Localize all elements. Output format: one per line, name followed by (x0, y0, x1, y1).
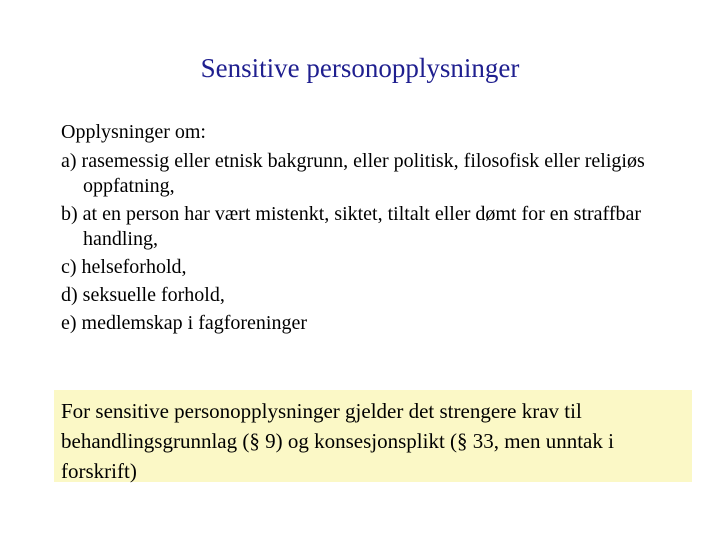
list-item (61, 311, 661, 336)
list-item (61, 202, 661, 252)
list-item-text: seksuelle forhold, (82, 284, 225, 306)
list-item-marker: d) (61, 284, 78, 306)
list-item-text: rasemessig eller etnisk bakgrunn, eller politisk, filosofisk eller religiøs oppfatning, (81, 150, 645, 197)
list-item (61, 255, 661, 280)
list-item (61, 283, 661, 308)
slide-title: Sensitive personopplysninger (200, 53, 520, 83)
highlight-note: For sensitive personopplysninger gjelder det strengere krav til behandlingsgrunnlag (§ 9) og konsesjonsplikt (§ 33, men unntak i forskrift) (54, 390, 692, 482)
list-intro: Opplysninger om: (61, 121, 206, 143)
list-item (61, 149, 661, 199)
list-item-text: helseforhold, (81, 256, 187, 278)
list-item-marker: e) (61, 312, 77, 334)
list-item-marker: a) (61, 150, 77, 172)
list-item-marker: b) (61, 203, 78, 225)
list-item-marker: c) (61, 256, 77, 278)
list-item-text: at en person har vært mistenkt, siktet, tiltalt eller dømt for en straffbar handling, (82, 203, 642, 250)
definition-list (61, 120, 661, 339)
list-item-text: medlemskap i fagforeninger (81, 312, 308, 334)
